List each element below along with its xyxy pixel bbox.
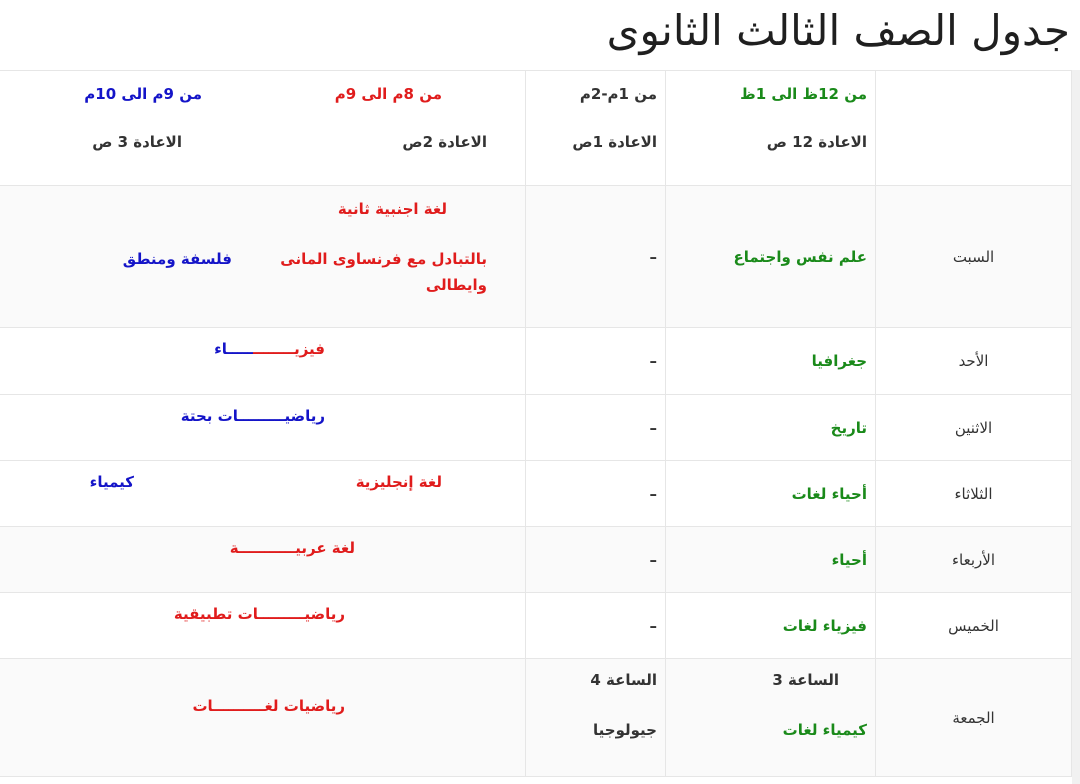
subject-s3: لغة إنجليزية (355, 473, 442, 491)
slot34-cell: رياضيـــــــــات بحتة (0, 395, 526, 461)
header-day-cell (876, 71, 1072, 186)
slot1-line1: الساعة 3 (772, 671, 839, 689)
slot1-cell: علم نفس واجتماع (666, 186, 876, 328)
slot2-cell (526, 659, 666, 777)
slot1-cell: فيزياء لغات (666, 593, 876, 659)
table-header-row (0, 71, 1072, 186)
slot1-time: من 12ظ الى 1ظ (740, 85, 867, 103)
table-row (0, 659, 1072, 777)
table-row (0, 328, 1072, 395)
table-row (0, 461, 1072, 527)
slot1-cell: أحياء لغات (666, 461, 876, 527)
day-cell: الجمعة (876, 659, 1072, 777)
day-cell: الخميس (876, 593, 1072, 659)
slot2-cell: – (526, 461, 666, 527)
slot2-cell: – (526, 186, 666, 328)
slot34-cell: رياضيـــــــــات تطبيقية (0, 593, 526, 659)
day-cell: الاثنين (876, 395, 1072, 461)
header-slot1 (666, 71, 876, 186)
slot34-cell: رياضيات لغــــــــــات (0, 659, 526, 777)
slot34-cell (0, 461, 526, 527)
header-slot34 (0, 71, 526, 186)
table-row (0, 527, 1072, 593)
slot2-cell: – (526, 395, 666, 461)
day-cell: الأربعاء (876, 527, 1072, 593)
slot4-time: من 9م الى 10م (84, 85, 202, 103)
slot34-cell (0, 186, 526, 328)
slot2-cell: – (526, 328, 666, 395)
slot2-line2: جيولوجيا (593, 721, 657, 739)
scrollbar[interactable] (1072, 70, 1080, 784)
slot1-cell: تاريخ (666, 395, 876, 461)
slot2-line1: الساعة 4 (590, 671, 657, 689)
slot34-cell: لغة عربيـــــــــــة (0, 527, 526, 593)
header-slot2 (526, 71, 666, 186)
slot3-time: من 8م الى 9م (334, 85, 442, 103)
schedule-table (0, 70, 1072, 777)
page-title: جدول الصف الثالث الثانوى (606, 6, 1070, 55)
slot1-cell: أحياء (666, 527, 876, 593)
day-cell: الأحد (876, 328, 1072, 395)
subject-s4: فلسفة ومنطق (122, 250, 232, 268)
subject-s4: كيمياء (89, 473, 134, 491)
slot3-repeat: الاعادة 2ص (402, 133, 487, 151)
slot1-repeat: الاعادة 12 ص (766, 133, 867, 151)
table-row (0, 593, 1072, 659)
subject-line1: لغة اجنبية ثانية (337, 200, 447, 218)
table-row (0, 186, 1072, 328)
subject-line2: بالتبادل مع فرنساوى المانى وايطالى (280, 250, 487, 294)
day-cell: السبت (876, 186, 1072, 328)
slot2-time: من 1م-2م (579, 85, 657, 103)
day-cell: الثلاثاء (876, 461, 1072, 527)
slot34-cell (0, 328, 526, 395)
slot1-cell: جغرافيا (666, 328, 876, 395)
slot2-cell: – (526, 593, 666, 659)
slot1-cell (666, 659, 876, 777)
subject-part-b: ـــــاء (214, 340, 254, 358)
slot1-line2: كيمياء لغات (782, 721, 867, 739)
subject-part-a: فيزيــــــــ (253, 340, 325, 358)
table-row (0, 395, 1072, 461)
slot2-cell: – (526, 527, 666, 593)
slot2-repeat: الاعادة 1ص (572, 133, 657, 151)
slot4-repeat: الاعادة 3 ص (92, 133, 182, 151)
